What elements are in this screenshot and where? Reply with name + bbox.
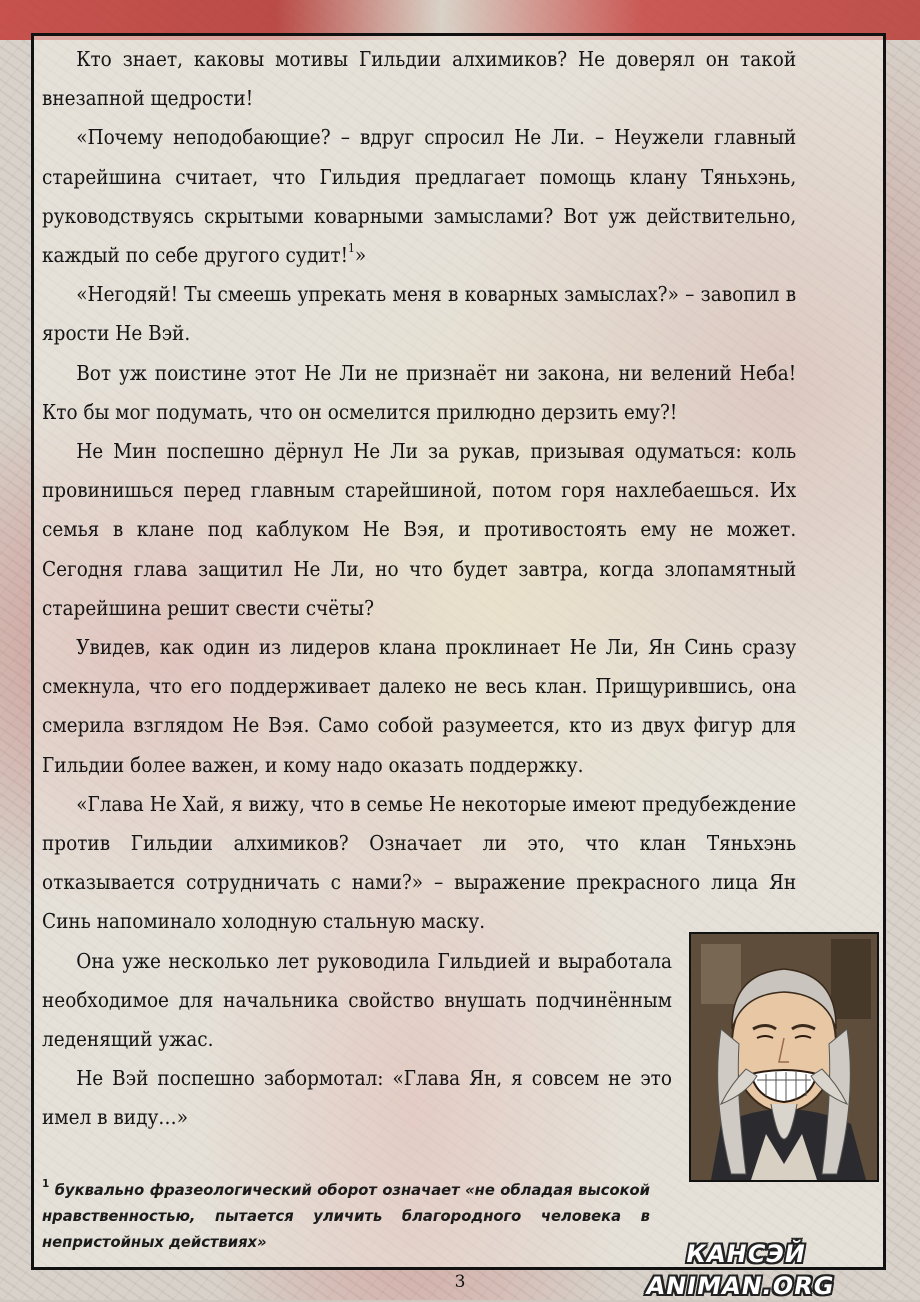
paragraph-3: «Негодяй! Ты смеешь упрекать меня в коварных замыслах?» – завопил в ярости Не Вэй. — [42, 282, 797, 346]
paragraph-8: Она уже несколько лет руководила Гильдией и выработала необходимое для начальника свойство внушать подчинённым леденящий ужас. — [42, 948, 672, 1052]
paragraph-6: Увидев, как один из лидеров клана проклинает Не Ли, Ян Синь сразу смекнула, что его поддерживает далеко не весь клан. Прищурившись, она смерила взглядом Не Вэя. Само собой разумеется, кто из двух фигур для Гильдии более важен, и кому надо оказать поддержку. — [42, 635, 797, 777]
paragraph-2 — [42, 118, 796, 275]
paragraph-9: Не Вэй поспешно забормотал: «Глава Ян, я совсем не это имел в виду…» — [42, 1066, 672, 1130]
paragraph-2-closing-quote: » — [354, 243, 367, 268]
paragraph-4: Вот уж поистине этот Не Ли не признаёт ни закона, ни велений Неба! Кто бы мог подумать, что он осмелится прилюдно дерзить ему?! — [42, 360, 797, 424]
paragraph-7: «Глава Не Хай, я вижу, что в семье Не некоторые имеют предубеждение против Гильдии алхимиков? Означает ли это, что клан Тяньхэнь отказывается сотрудничать с нами?» – выражение прекрасного лица Ян Синь напоминало холодную стальную маску. — [42, 791, 797, 934]
elder-portrait-art — [691, 934, 877, 1180]
footnote-ref: 1 — [348, 241, 355, 256]
main-text — [42, 40, 796, 1138]
paragraph-2-text: «Почему неподобающие? – вдруг спросил Не Ли. – Неужели главный старейшина считает, что Гильдия предлагает помощь клану Тяньхэнь, руководствуясь скрытыми коварными замыслами? Вот уж действительно, каждый по себе другого судит! — [42, 125, 797, 268]
elder-portrait — [689, 932, 879, 1182]
footnote-marker: 1 — [42, 1177, 50, 1190]
page-number: 3 — [454, 1272, 466, 1292]
paragraph-1: Кто знает, каковы мотивы Гильдии алхимиков? Не доверял он такой внезапной щедрости! — [42, 47, 797, 111]
footnote-text: буквально фразеологический оборот означает «не обладая высокой нравственностью, пытается уличить благородного человека в непристойных действиях» — [42, 1181, 651, 1251]
footnote — [42, 1177, 650, 1255]
paragraph-5: Не Мин поспешно дёрнул Не Ли за рукав, призывая одуматься: коль провинишься перед главным старейшиной, потом горя нахлебаешься. Их семья в клане под каблуком Не Вэя, и противостоять ему не может. Сегодня глава защитил Не Ли, но что будет завтра, когда злопамятный старейшина решит свести счёты? — [42, 439, 797, 620]
watermark-logo: КАНСЭЙ ANIMAN.ORG — [643, 1240, 837, 1300]
